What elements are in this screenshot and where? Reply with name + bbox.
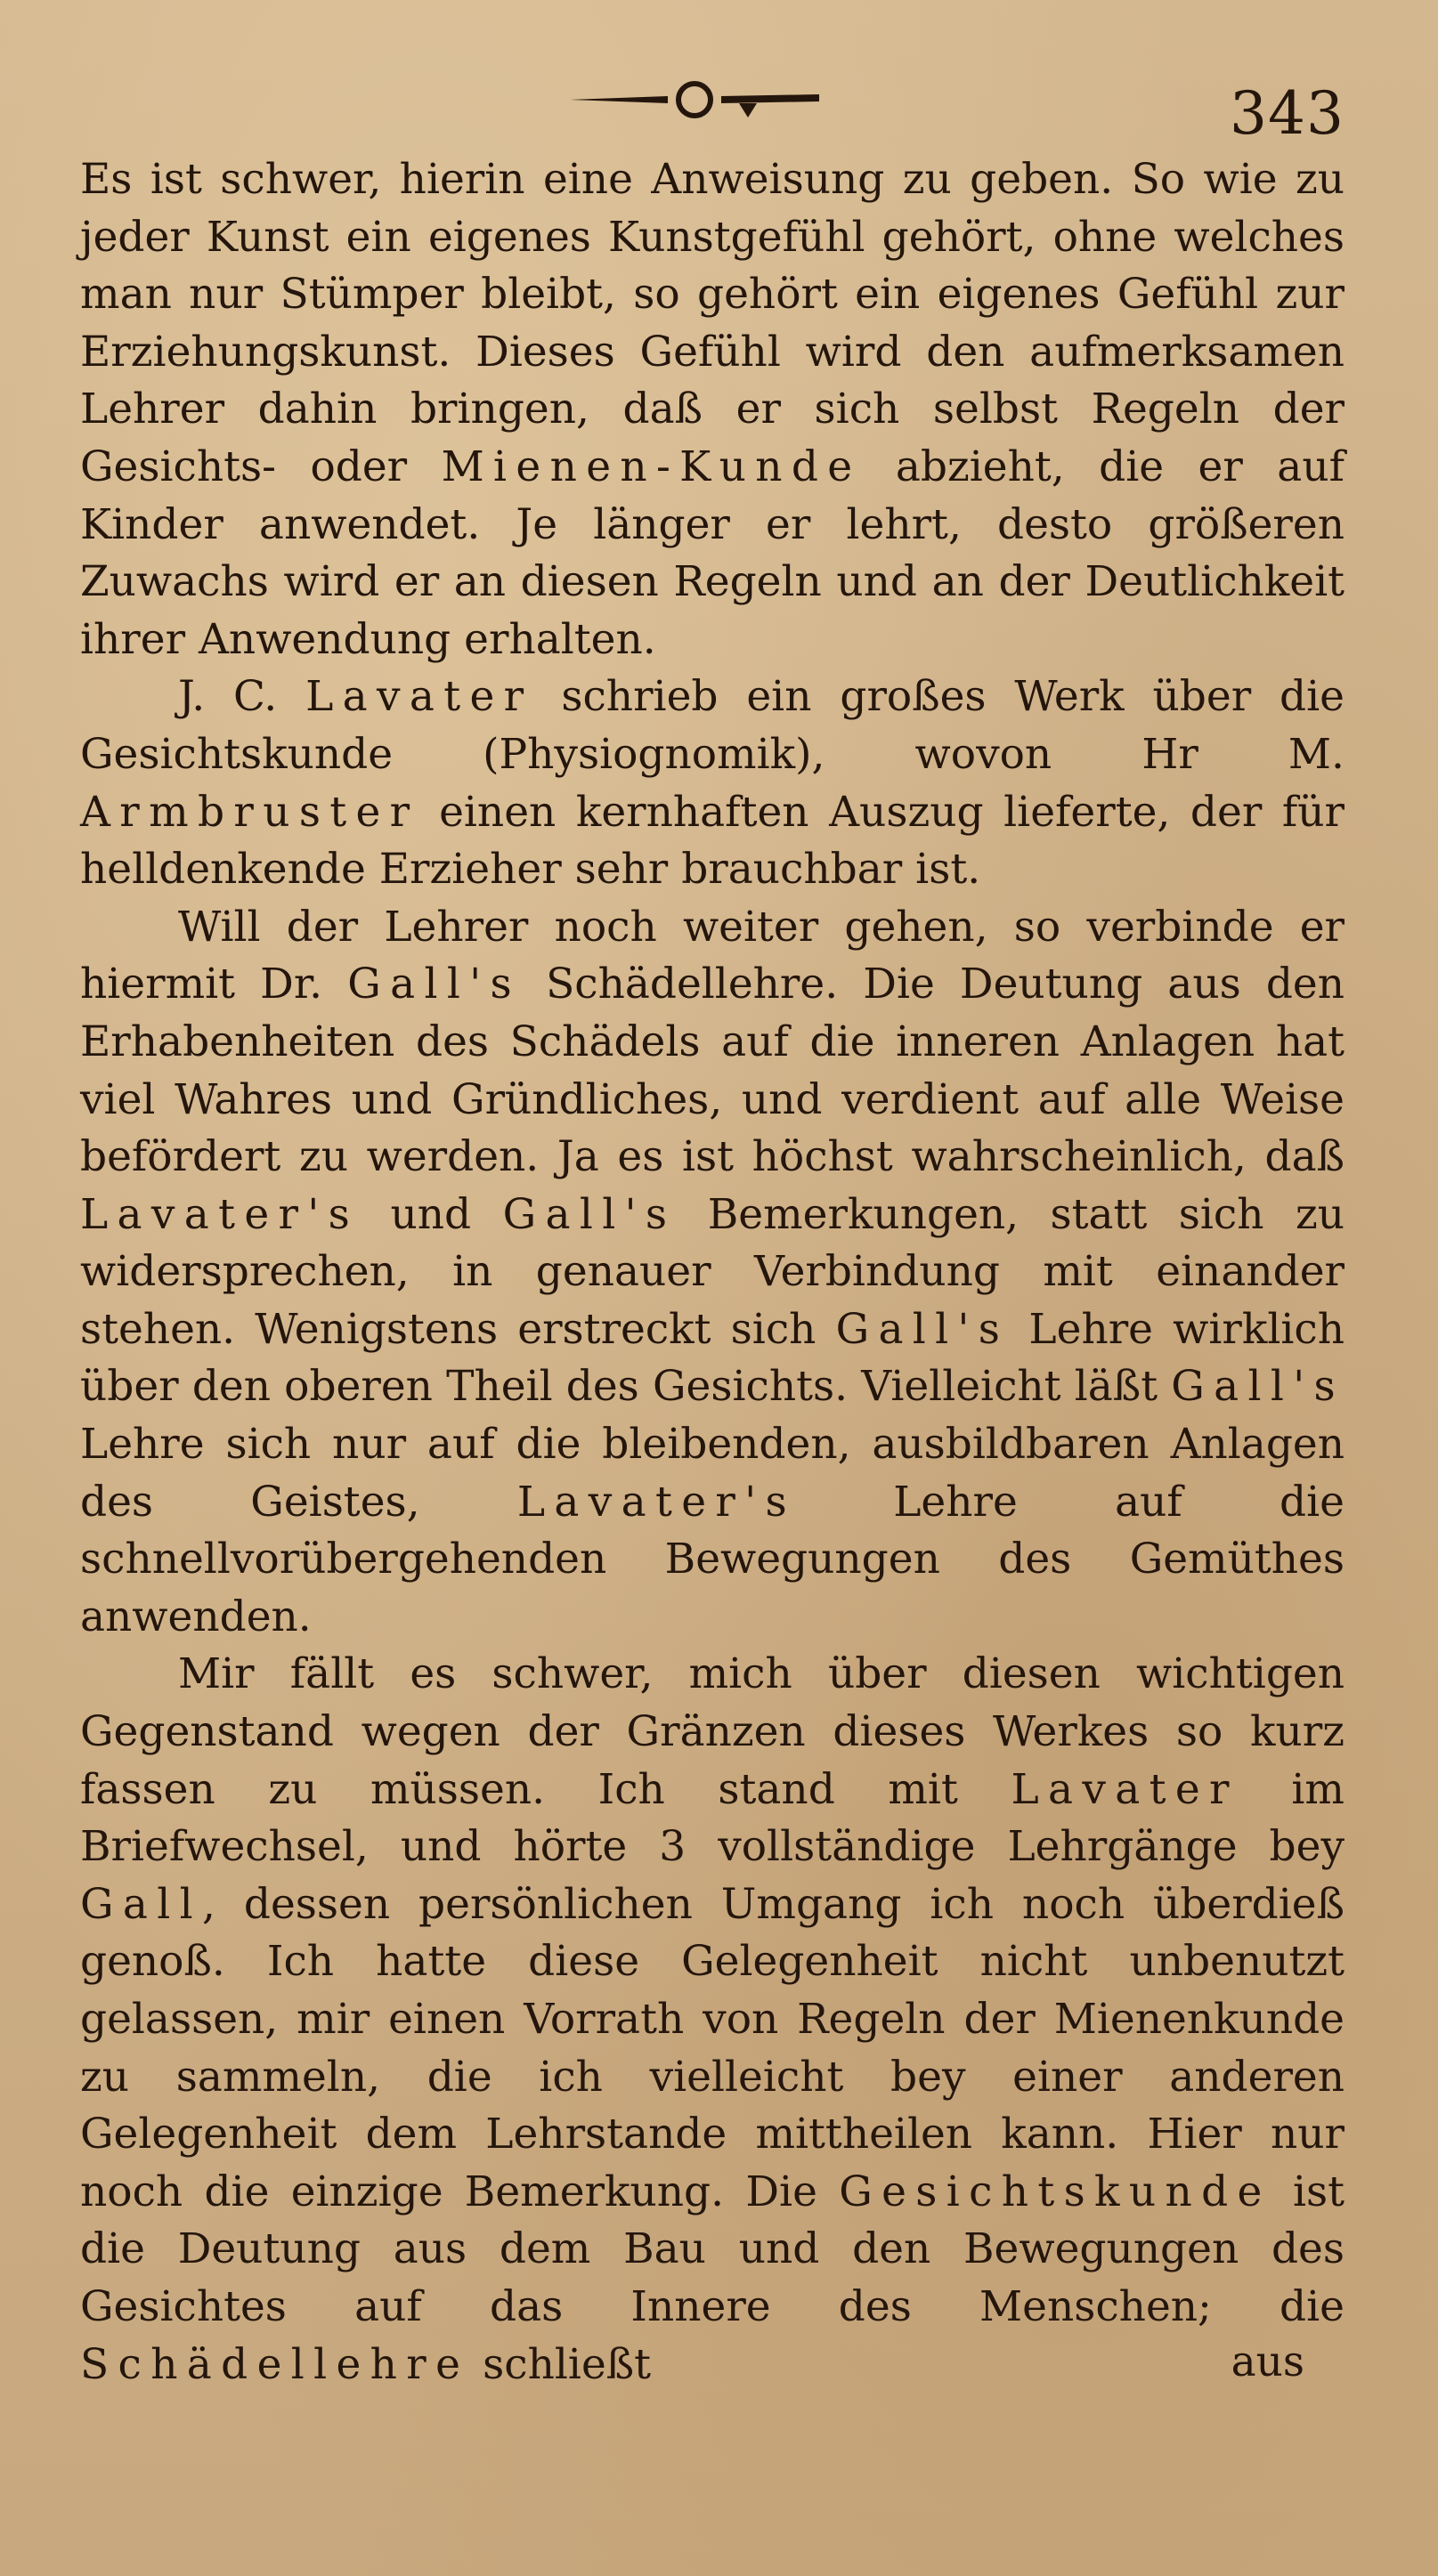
text-run: Lehre wirklich über den oberen Theil des Gesichts. Vielleicht läßt	[80, 1304, 1345, 1412]
paragraph	[80, 151, 1345, 668]
text-run: Mir fällt es schwer, mich über diesen wichtigen Gegenstand wegen der Gränzen dieses Werkes so kurz fassen zu müssen. Ich stand mit	[80, 1649, 1345, 1814]
spaced-name: Gall's	[835, 1304, 1010, 1354]
decorative-rule-icon	[561, 71, 828, 125]
text-run: Schädellehre. Die Deutung aus den Erhabenheiten des Schädels auf die inneren Anlagen hat viel Wahres und Gründliches, und verdient auf alle Weise befördert zu werden. Ja es ist höchst wahrscheinlich, daß	[80, 960, 1345, 1182]
text-run: einen kernhaften Auszug lieferte, der für helldenkende Erzieher sehr brauchbar ist.	[80, 787, 1345, 895]
spaced-term: Schädellehre	[80, 2339, 470, 2389]
text-run: schließt	[469, 2339, 652, 2389]
text-run: , dessen persönlichen Umgang ich noch überdieß genoß. Ich hatte diese Gelegenheit nicht unbenutzt gelassen, mir einen Vorrath von Regeln der Mienenkunde zu sammeln, die ich vielleicht bey einer anderen Gelegenheit dem Lehrstande mittheilen kann. Hier nur noch die einzige Bemerkung. Die	[80, 1879, 1345, 2216]
paragraph	[80, 668, 1345, 898]
spaced-name: Gall's	[1171, 1362, 1345, 1412]
page-number: 343	[1230, 79, 1345, 148]
spaced-name: Gall's	[502, 1189, 677, 1239]
text-run: Will der Lehrer noch weiter gehen, so verbinde er hiermit Dr.	[80, 902, 1345, 1009]
text-run: ist die Deutung aus dem Bau und den Bewegungen des Gesichtes auf das Innere des Menschen; die	[80, 2167, 1345, 2331]
catchword: aus	[1231, 2337, 1304, 2386]
text-run: abzieht, die er auf Kinder anwendet. Je länger er lehrt, desto größeren Zuwachs wird er an diesen Regeln und an der Deutlichkeit ihrer Anwendung erhalten.	[80, 441, 1345, 664]
spaced-name: Armbruster	[80, 787, 419, 837]
spaced-name: Gall's	[347, 960, 521, 1009]
body-text	[80, 151, 1345, 2394]
text-run: Lehre auf die schnellvorübergehenden Bewegungen des Gemüthes anwenden.	[80, 1477, 1345, 1641]
spaced-name: Lavater's	[80, 1189, 360, 1239]
paragraph	[80, 899, 1345, 1647]
text-run: J. C.	[178, 672, 306, 722]
spaced-name: Lavater's	[516, 1477, 796, 1527]
text-run: Es ist schwer, hierin eine Anweisung zu geben. So wie zu jeder Kunst ein eigenes Kunstgefühl gehört, ohne welches man nur Stümper bleibt, so gehört ein eigenes Gefühl zur Erziehungskunst. Dieses Gefühl wird den aufmerksamen Lehrer dahin bringen, daß er sich selbst Regeln der Gesichts- oder	[80, 155, 1345, 491]
text-run: im Briefwechsel, und hörte 3 vollständige Lehrgänge bey	[80, 1764, 1345, 1872]
text-run: schrieb ein großes Werk über die Gesichtskunde (Physiognomik), wovon Hr M.	[80, 672, 1345, 779]
text-run: Bemerkungen, statt sich zu widersprechen, in genauer Verbindung mit einander stehen. Wenigstens erstreckt sich	[80, 1189, 1345, 1354]
page-header	[0, 36, 1438, 148]
spaced-term: Mienen-Kunde	[441, 441, 862, 491]
paragraph	[80, 1646, 1345, 2394]
spaced-name: Lavater	[1011, 1764, 1239, 1814]
spaced-term: Gesichtskunde	[839, 2167, 1271, 2216]
spaced-name: Lavater	[305, 672, 533, 722]
text-run: und	[359, 1189, 503, 1239]
text-run: Lehre sich nur auf die bleibenden, ausbildbaren Anlagen des Geistes,	[80, 1420, 1345, 1527]
spaced-name: Gall	[80, 1879, 202, 1929]
